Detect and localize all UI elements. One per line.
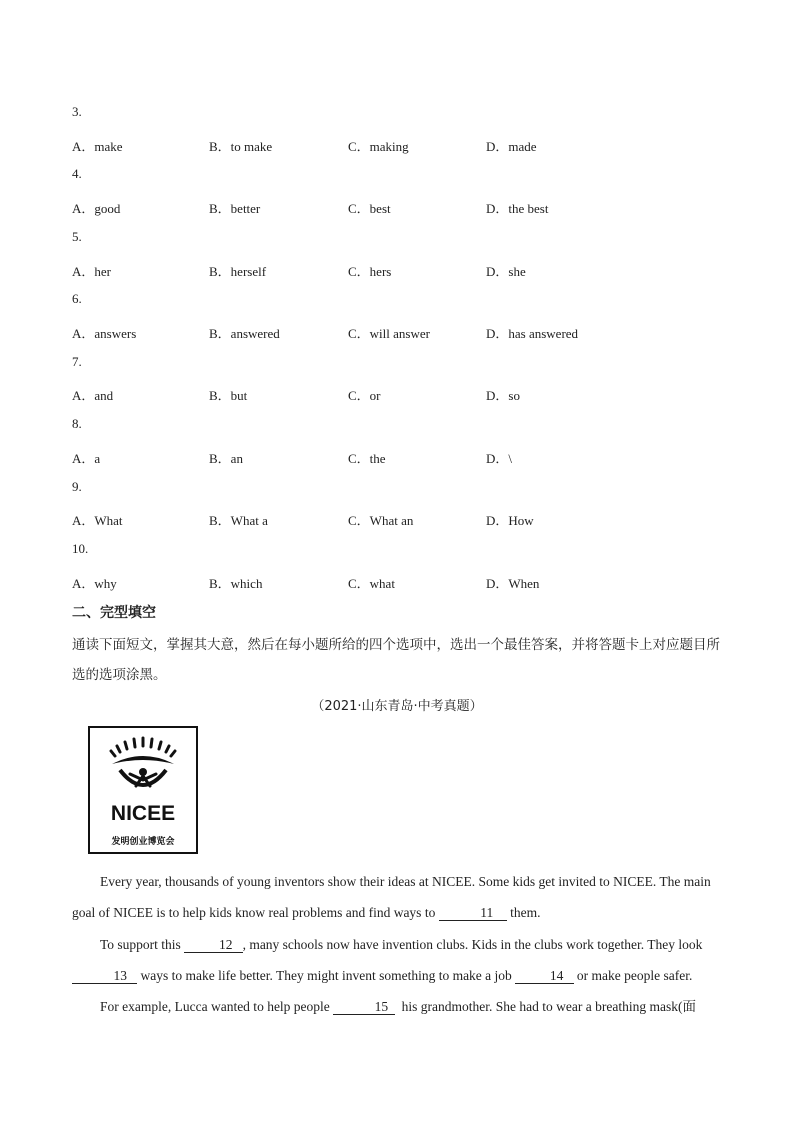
section-title: 二、完型填空 (72, 605, 156, 621)
option-a[interactable]: A．a (72, 451, 101, 466)
option-c[interactable]: C．will answer (348, 326, 430, 341)
option-d[interactable]: D．so (486, 388, 520, 403)
blank-15[interactable]: 15 (333, 1000, 395, 1015)
option-a[interactable]: A．make (72, 139, 123, 154)
option-c[interactable]: C．or (348, 388, 381, 403)
option-d[interactable]: D．How (486, 513, 534, 528)
logo-subtitle: 发明创业博览会 (111, 837, 175, 847)
passage-text: For example, Lucca wanted to help people (100, 999, 334, 1014)
option-d[interactable]: D．the best (486, 201, 549, 216)
option-a[interactable]: A．answers (72, 326, 137, 341)
passage-text: Every year, thousands of young inventors show their ideas at NICEE. Some kids get invited to NICEE. The main goal of NICEE is to help kids know real problems and find ways to (72, 874, 711, 920)
option-d[interactable]: D．made (486, 139, 537, 154)
option-c[interactable]: C．making (348, 139, 409, 154)
option-a[interactable]: A．What (72, 513, 123, 528)
passage-paragraph-1 (72, 866, 724, 928)
logo-wordmark: NICEE (110, 802, 176, 825)
passage-text: To support this (100, 937, 185, 952)
section-instruction: 通读下面短文，掌握其大意，然后在每小题所给的四个选项中，选出一个最佳答案，并将答题卡上对应题目所选的选项涂黑。 (72, 637, 720, 683)
option-c[interactable]: C．the (348, 451, 386, 466)
option-d[interactable]: D．When (486, 576, 540, 591)
passage-text: them. (506, 905, 541, 920)
nicee-logo (88, 726, 198, 854)
option-a[interactable]: A．good (72, 201, 121, 216)
blank-11[interactable]: 11 (439, 906, 507, 921)
option-a[interactable]: A．her (72, 264, 111, 279)
question-number: 9. (72, 479, 82, 494)
passage-text: his grandmother. She had to wear a breathing mask(面 (398, 999, 696, 1014)
passage-paragraph-3 (72, 991, 724, 1022)
option-b[interactable]: B．to make (209, 139, 273, 154)
question-number: 4. (72, 166, 82, 181)
nicee-emblem-icon (90, 730, 196, 802)
passage-paragraph-2 (72, 929, 724, 991)
question-number: 3. (72, 104, 82, 119)
blank-13[interactable]: 13 (72, 969, 137, 984)
option-b[interactable]: B．but (209, 388, 248, 403)
passage-text: or make people safer. (573, 968, 693, 983)
option-b[interactable]: B．which (209, 576, 263, 591)
option-a[interactable]: A．and (72, 388, 114, 403)
option-d[interactable]: D．she (486, 264, 526, 279)
option-c[interactable]: C．hers (348, 264, 392, 279)
source-citation: （2021·山东青岛·中考真题） (311, 699, 483, 714)
question-number: 8. (72, 416, 82, 431)
question-number: 7. (72, 354, 82, 369)
passage-text: ways to make life better. They might invent something to make a job (137, 968, 516, 983)
option-b[interactable]: B．answered (209, 326, 280, 341)
passage-text: , many schools now have invention clubs. Kids in the clubs work together. They look (242, 937, 703, 952)
blank-14[interactable]: 14 (515, 969, 573, 984)
option-d[interactable]: D．\ (486, 451, 513, 466)
option-b[interactable]: B．What a (209, 513, 268, 528)
option-b[interactable]: B．herself (209, 264, 267, 279)
question-number: 10. (72, 541, 89, 556)
question-number: 6. (72, 291, 82, 306)
question-number: 5. (72, 229, 82, 244)
option-a[interactable]: A．why (72, 576, 117, 591)
option-c[interactable]: C．what (348, 576, 395, 591)
option-c[interactable]: C．best (348, 201, 391, 216)
option-c[interactable]: C．What an (348, 513, 414, 528)
blank-12[interactable]: 12 (184, 938, 242, 953)
option-b[interactable]: B．better (209, 201, 261, 216)
option-d[interactable]: D．has answered (486, 326, 579, 341)
option-b[interactable]: B．an (209, 451, 243, 466)
